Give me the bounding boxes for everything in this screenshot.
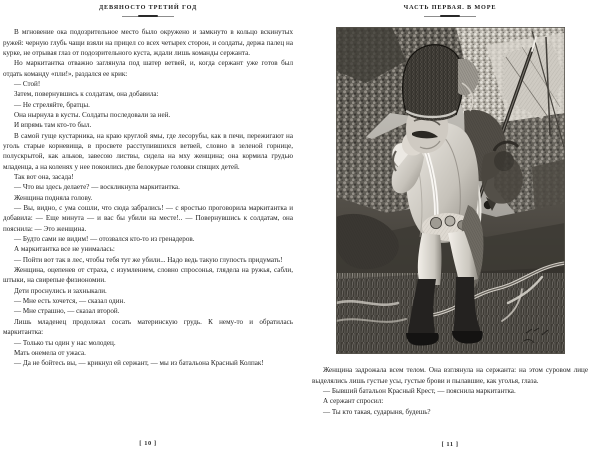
paragraph: Дети проснулись и захныкали. [14,286,107,295]
left-page-folio: [ 10 ] [139,440,157,447]
right-running-head: ЧАСТЬ ПЕРВАЯ. В МОРЕ [403,4,497,11]
paragraph: — Стой! [14,79,41,88]
paragraph: А маркитантка все не унималась: [14,245,115,254]
paragraph: Женщина задрожала всем телом. Она взглянула на сержанта: на этом суровом лице выделялись лишь густые усы, густые брови и пылавшие, как уголья, глаза. [312,366,588,385]
right-page-folio: [ 11 ] [441,441,459,448]
paragraph: — Что вы здесь делаете? — воскликнула маркитантка. [14,183,180,192]
paragraph: — Не стреляйте, братцы. [14,100,90,109]
paragraph: — Да не бойтесь вы, — крикнул ей сержант, — мы из батальона Красный Колпак! [14,359,264,368]
paragraph: — Пойти вот так в лес, чтобы тебя тут же убили... Надо ведь такую глупость придумать! [14,255,283,264]
right-header-rule-ornament [424,14,476,18]
paragraph: В мгновение ока подозрительное место было окружено и замкнуто в кольцо вскинутых ружей: черную глубь чащи взяли на прицел со всех четырех сторон, и солдаты, держа палец на курке, не отрывая глаз от подозрительного куста, ждали лишь команды сержанта. [3,28,293,57]
left-running-head: ДЕВЯНОСТО ТРЕТИЙ ГОД [98,4,198,11]
paragraph: — Бывший батальон Красный Крест, — пояснила маркитантка. [323,387,516,396]
paragraph: Так вот она, засада! [14,173,74,182]
paragraph: В самой гуще кустарника, на краю круглой ямы, где лесорубы, как в печи, пережигают на уголь старые корневища, в просвете расступившихся ветвей, словно в зеленой горнице, полускрытой, как альков, завесою листвы, сидела на мху женщина; она кормила грудью младенца, а на коленях у нее покоились две белокурые головки спящих детей. [3,131,293,171]
right-page [300,0,600,456]
left-header-rule-ornament [122,14,174,18]
paragraph: — Только ты один у нас молодец. [14,338,116,347]
right-page-body-text [312,365,588,417]
grenadier-illustration [336,27,565,354]
paragraph: — Мне страшно, — сказал второй. [14,307,120,316]
paragraph: Она нырнула в кусты. Солдаты последовали за ней. [14,110,171,119]
paragraph: — Вы, видно, с ума сошли, что сюда забрались! — с яростью проговорила маркитантка и добавила: — Еще минута — и вас бы убили на месте!.. — Повернувшись к солдатам, она пояснила: — Это женщина. [3,204,293,233]
grenadier-illustration-artwork [336,27,565,354]
paragraph: Но маркитантка отважно заглянула под шатер ветвей, и, когда сержант уже готов был отдать команду «пли!», раздался ее крик: [3,59,293,78]
paragraph: — Мне есть хочется, — сказал один. [14,297,126,306]
paragraph: Женщина, оцепенев от страха, с изумлением, словно спросонья, глядела на ружья, сабли, штыки, на свирепые физиономии. [3,266,293,285]
paragraph: А сержант спросил: [323,397,384,406]
paragraph: Мать онемела от ужаса. [14,348,86,357]
paragraph: Женщина подняла голову. [14,193,93,202]
paragraph: Лишь младенец продолжал сосать материнскую грудь. К нему-то и обратилась маркитантка: [3,317,293,337]
paragraph: И впрямь там кто-то был. [14,121,92,130]
left-page-body-text [3,27,293,368]
paragraph: — Ты кто такая, сударыня, будешь? [323,407,431,416]
paragraph: Затем, повернувшись к солдатам, она добавила: [14,90,159,99]
paragraph: — Будто сами не видим! — отозвался кто-то из гренадеров. [14,235,195,244]
